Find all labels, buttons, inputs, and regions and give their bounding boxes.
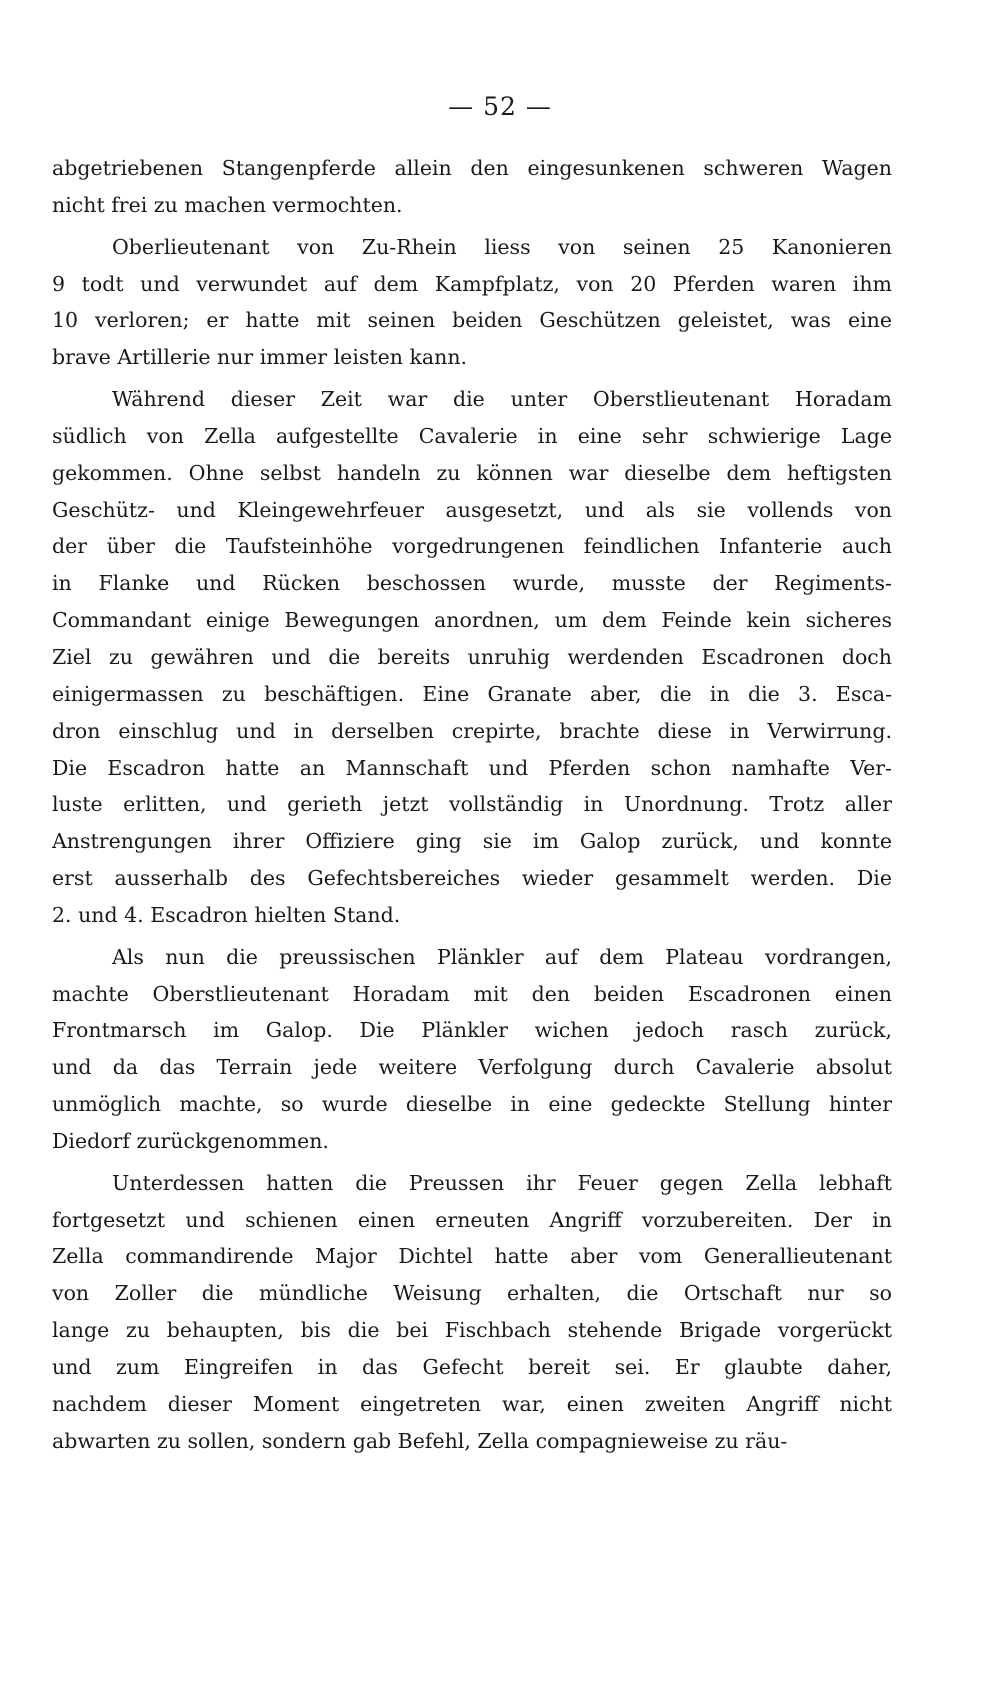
text-line: und zum Eingreifen in das Gefecht bereit sei. Er glaubte daher, <box>52 1355 892 1379</box>
text-line: von Zoller die mündliche Weisung erhalten, die Ortschaft nur so <box>52 1281 892 1306</box>
text-line: Während dieser Zeit war die unter Oberstlieutenant Horadam <box>112 387 892 412</box>
text-line: 2. und 4. Escadron hielten Stand. <box>52 902 401 927</box>
text-line: Commandant einige Bewegungen anordnen, um dem Feinde kein sicheres <box>52 608 892 633</box>
text-line: Zella commandirende Major Dichtel hatte aber vom Generallieutenant <box>52 1244 892 1269</box>
text-line: abgetriebenen Stangenpferde allein den eingesunkenen schweren Wagen <box>52 156 892 180</box>
body-text <box>52 150 892 1465</box>
text-line: der über die Taufsteinhöhe vorgedrungenen feindlichen Infanterie auch <box>52 534 892 559</box>
text-line: Unterdessen hatten die Preussen ihr Feuer gegen Zella lebhaft <box>112 1170 892 1195</box>
text-line: südlich von Zella aufgestellte Cavalerie in eine sehr schwierige Lage <box>52 423 892 448</box>
text-line: dron einschlug und in derselben crepirte, brachte diese in Verwirrung. <box>52 718 892 743</box>
text-line: Frontmarsch im Galop. Die Plänkler wichen jedoch rasch zurück, <box>52 1018 892 1043</box>
text-line: Geschütz- und Kleingewehrfeuer ausgesetzt, und als sie vollends von <box>52 497 892 522</box>
text-line: fortgesetzt und schienen einen erneuten Angriff vorzubereiten. Der in <box>52 1207 892 1232</box>
text-line: Die Escadron hatte an Mannschaft und Pferden schon namhafte Ver- <box>52 755 892 780</box>
text-line: Oberlieutenant von Zu-Rhein liess von seinen 25 Kanonieren <box>112 234 892 259</box>
text-line: lange zu behaupten, bis die bei Fischbach stehende Brigade vorgerückt <box>52 1318 892 1343</box>
paragraph <box>52 381 892 934</box>
text-line: erst ausserhalb des Gefechtsbereiches wieder gesammelt werden. Die <box>52 866 892 891</box>
text-line: 10 verloren; er hatte mit seinen beiden Geschützen geleistet, was eine <box>52 308 892 333</box>
text-line: brave Artillerie nur immer leisten kann. <box>52 345 468 370</box>
text-line: unmöglich machte, so wurde dieselbe in eine gedeckte Stellung hinter <box>52 1092 892 1117</box>
paragraph <box>52 229 892 376</box>
text-line: Ziel zu gewähren und die bereits unruhig werdenden Escadronen doch <box>52 644 892 669</box>
text-line: machte Oberstlieutenant Horadam mit den beiden Escadronen einen <box>52 981 892 1006</box>
text-line: gekommen. Ohne selbst handeln zu können war dieselbe dem heftigsten <box>52 460 892 485</box>
text-line: 9 todt und verwundet auf dem Kampfplatz, von 20 Pferden waren ihm <box>52 271 892 296</box>
text-line: nachdem dieser Moment eingetreten war, einen zweiten Angriff nicht <box>52 1391 892 1416</box>
page-number: — 52 — <box>448 92 552 121</box>
text-line: nicht frei zu machen vermochten. <box>52 192 403 217</box>
paragraph <box>52 939 892 1160</box>
text-line: in Flanke und Rücken beschossen wurde, musste der Regiments- <box>52 571 892 596</box>
text-line: Diedorf zurückgenommen. <box>52 1128 329 1153</box>
paragraph <box>52 150 892 224</box>
text-line: luste erlitten, und gerieth jetzt vollständig in Unordnung. Trotz aller <box>52 792 892 817</box>
text-line: Anstrengungen ihrer Offiziere ging sie im Galop zurück, und konnte <box>52 829 892 854</box>
text-line: und da das Terrain jede weitere Verfolgung durch Cavalerie absolut <box>52 1055 892 1080</box>
text-line: abwarten zu sollen, sondern gab Befehl, Zella compagnieweise zu räu- <box>52 1428 788 1453</box>
text-line: einigermassen zu beschäftigen. Eine Granate aber, die in die 3. Esca- <box>52 681 892 706</box>
text-line: Als nun die preussischen Plänkler auf dem Plateau vordrangen, <box>112 944 892 969</box>
paragraph <box>52 1165 892 1460</box>
